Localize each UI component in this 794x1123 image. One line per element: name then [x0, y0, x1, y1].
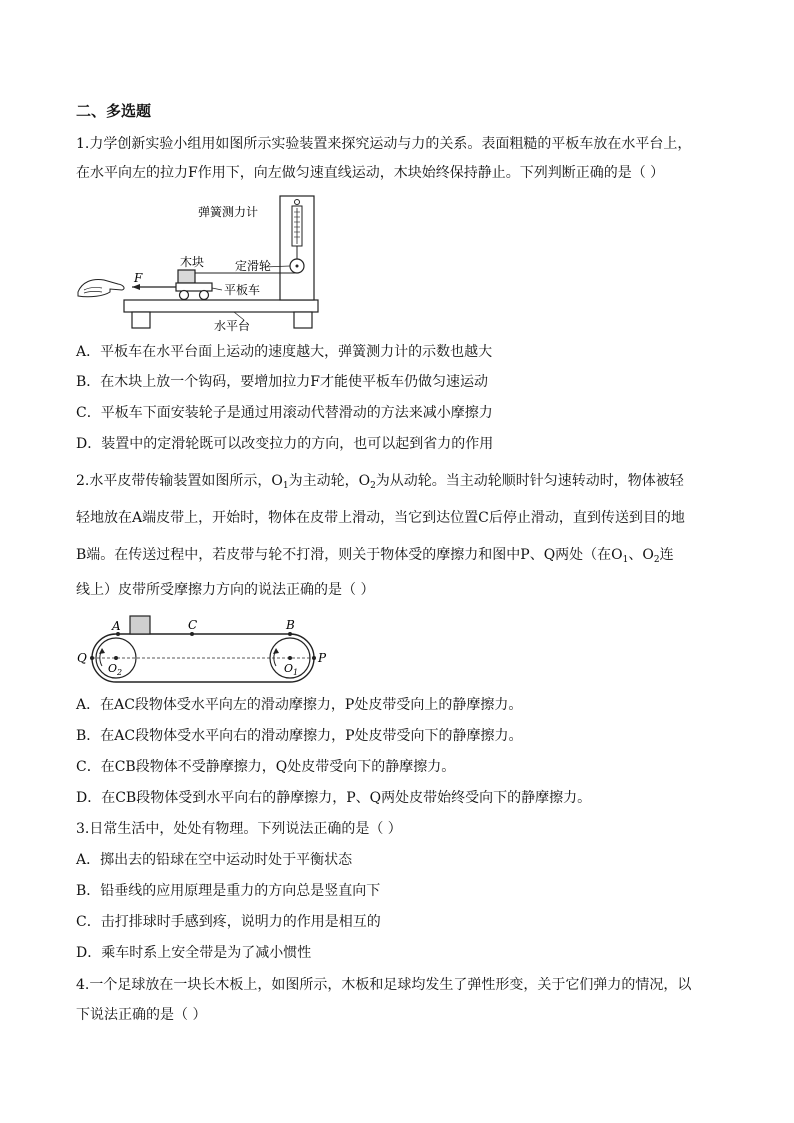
label-pulley: 定滑轮 [235, 259, 272, 273]
q3-option-a: A．掷出去的铅球在空中运动时处于平衡状态 [76, 852, 353, 868]
wooden-block [178, 270, 195, 283]
label-table: 水平台 [214, 319, 251, 333]
q1-option-b: B．在木块上放一个钩码，要增加拉力F才能使平板车仍做匀速运动 [76, 374, 489, 390]
cart-body [176, 283, 212, 291]
label-a: A [112, 619, 121, 633]
q1-stem-line-2: 在水平向左的拉力F作用下，向左做匀速直线运动，木块始终保持静止。下列判断正确的是（ ） [76, 165, 665, 181]
label-b: B [286, 618, 295, 632]
q1-figure [74, 192, 334, 334]
q2-stem-line-4: 线上）皮带所受摩擦力方向的说法正确的是（ ） [76, 582, 375, 598]
label-cart: 平板车 [224, 283, 261, 297]
q1-option-c: C．平板车下面安装轮子是通过用滚动代替滑动的方法来减小摩擦力 [76, 405, 493, 421]
q3-option-d: D．乘车时系上安全带是为了减小惯性 [76, 945, 312, 961]
label-spring-scale: 弹簧测力计 [198, 205, 259, 219]
q2-stem-line-1: 2.水平皮带传输装置如图所示，$O_1$为主动轮，$O_2$为从动轮。当主动轮顺时针匀速转动时，物体被轻 [76, 473, 684, 491]
q2-figure [72, 610, 342, 686]
q1-option-a: A．平板车在水平台面上运动的速度越大，弹簧测力计的示数也越大 [76, 344, 493, 360]
q1-stem-line-1: 1.力学创新实验小组用如图所示实验装置来探究运动与力的关系。表面粗糙的平板车放在水平台上， [76, 136, 692, 152]
q3-stem: 3.日常生活中，处处有物理。下列说法正确的是（ ） [76, 821, 402, 837]
q2-stem-line-3: B端。在传送过程中，若皮带与轮不打滑，则关于物体受的摩擦力和图中P、Q两处（在$O_1$、$O_2$连 [76, 547, 674, 565]
q1-option-d: D．装置中的定滑轮既可以改变拉力的方向，也可以起到省力的作用 [76, 436, 494, 452]
q3-option-b: B．铅垂线的应用原理是重力的方向总是竖直向下 [76, 883, 381, 899]
label-block: 木块 [180, 255, 205, 269]
label-o1: $O_1$ [284, 662, 299, 677]
q4-stem-line-2: 下说法正确的是（ ） [76, 1007, 207, 1023]
q2-option-d: D．在CB段物体受到水平向右的静摩擦力，P、Q两处皮带始终受向下的静摩擦力。 [76, 790, 592, 806]
table-leg-right [294, 312, 312, 328]
label-force: F [134, 271, 143, 285]
section-title: 二、多选题 [76, 102, 152, 120]
label-o2: $O_2$ [108, 662, 123, 677]
table-top [124, 300, 318, 312]
q2-option-c: C．在CB段物体不受静摩擦力，Q处皮带受向下的静摩擦力。 [76, 759, 456, 775]
q4-stem-line-1: 4.一个足球放在一块长木板上，如图所示，木板和足球均发生了弹性形变，关于它们弹力的情况，以 [76, 977, 692, 993]
label-q: Q [77, 651, 87, 665]
label-c: C [188, 618, 198, 632]
label-p: P [318, 651, 327, 665]
q3-option-c: C．击打排球时手感到疼，说明力的作用是相互的 [76, 914, 381, 930]
q2-stem-line-2: 轻地放在A端皮带上，开始时，物体在皮带上滑动，当它到达位置C后停止滑动，直到传送到目的地 [76, 510, 685, 526]
q2-option-a: A．在AC段物体受水平向左的滑动摩擦力，P处皮带受向上的静摩擦力。 [76, 697, 523, 713]
table-leg-left [132, 312, 150, 328]
object-box [130, 616, 150, 634]
q2-option-b: B．在AC段物体受水平向右的滑动摩擦力，P处皮带受向下的静摩擦力。 [76, 728, 523, 744]
